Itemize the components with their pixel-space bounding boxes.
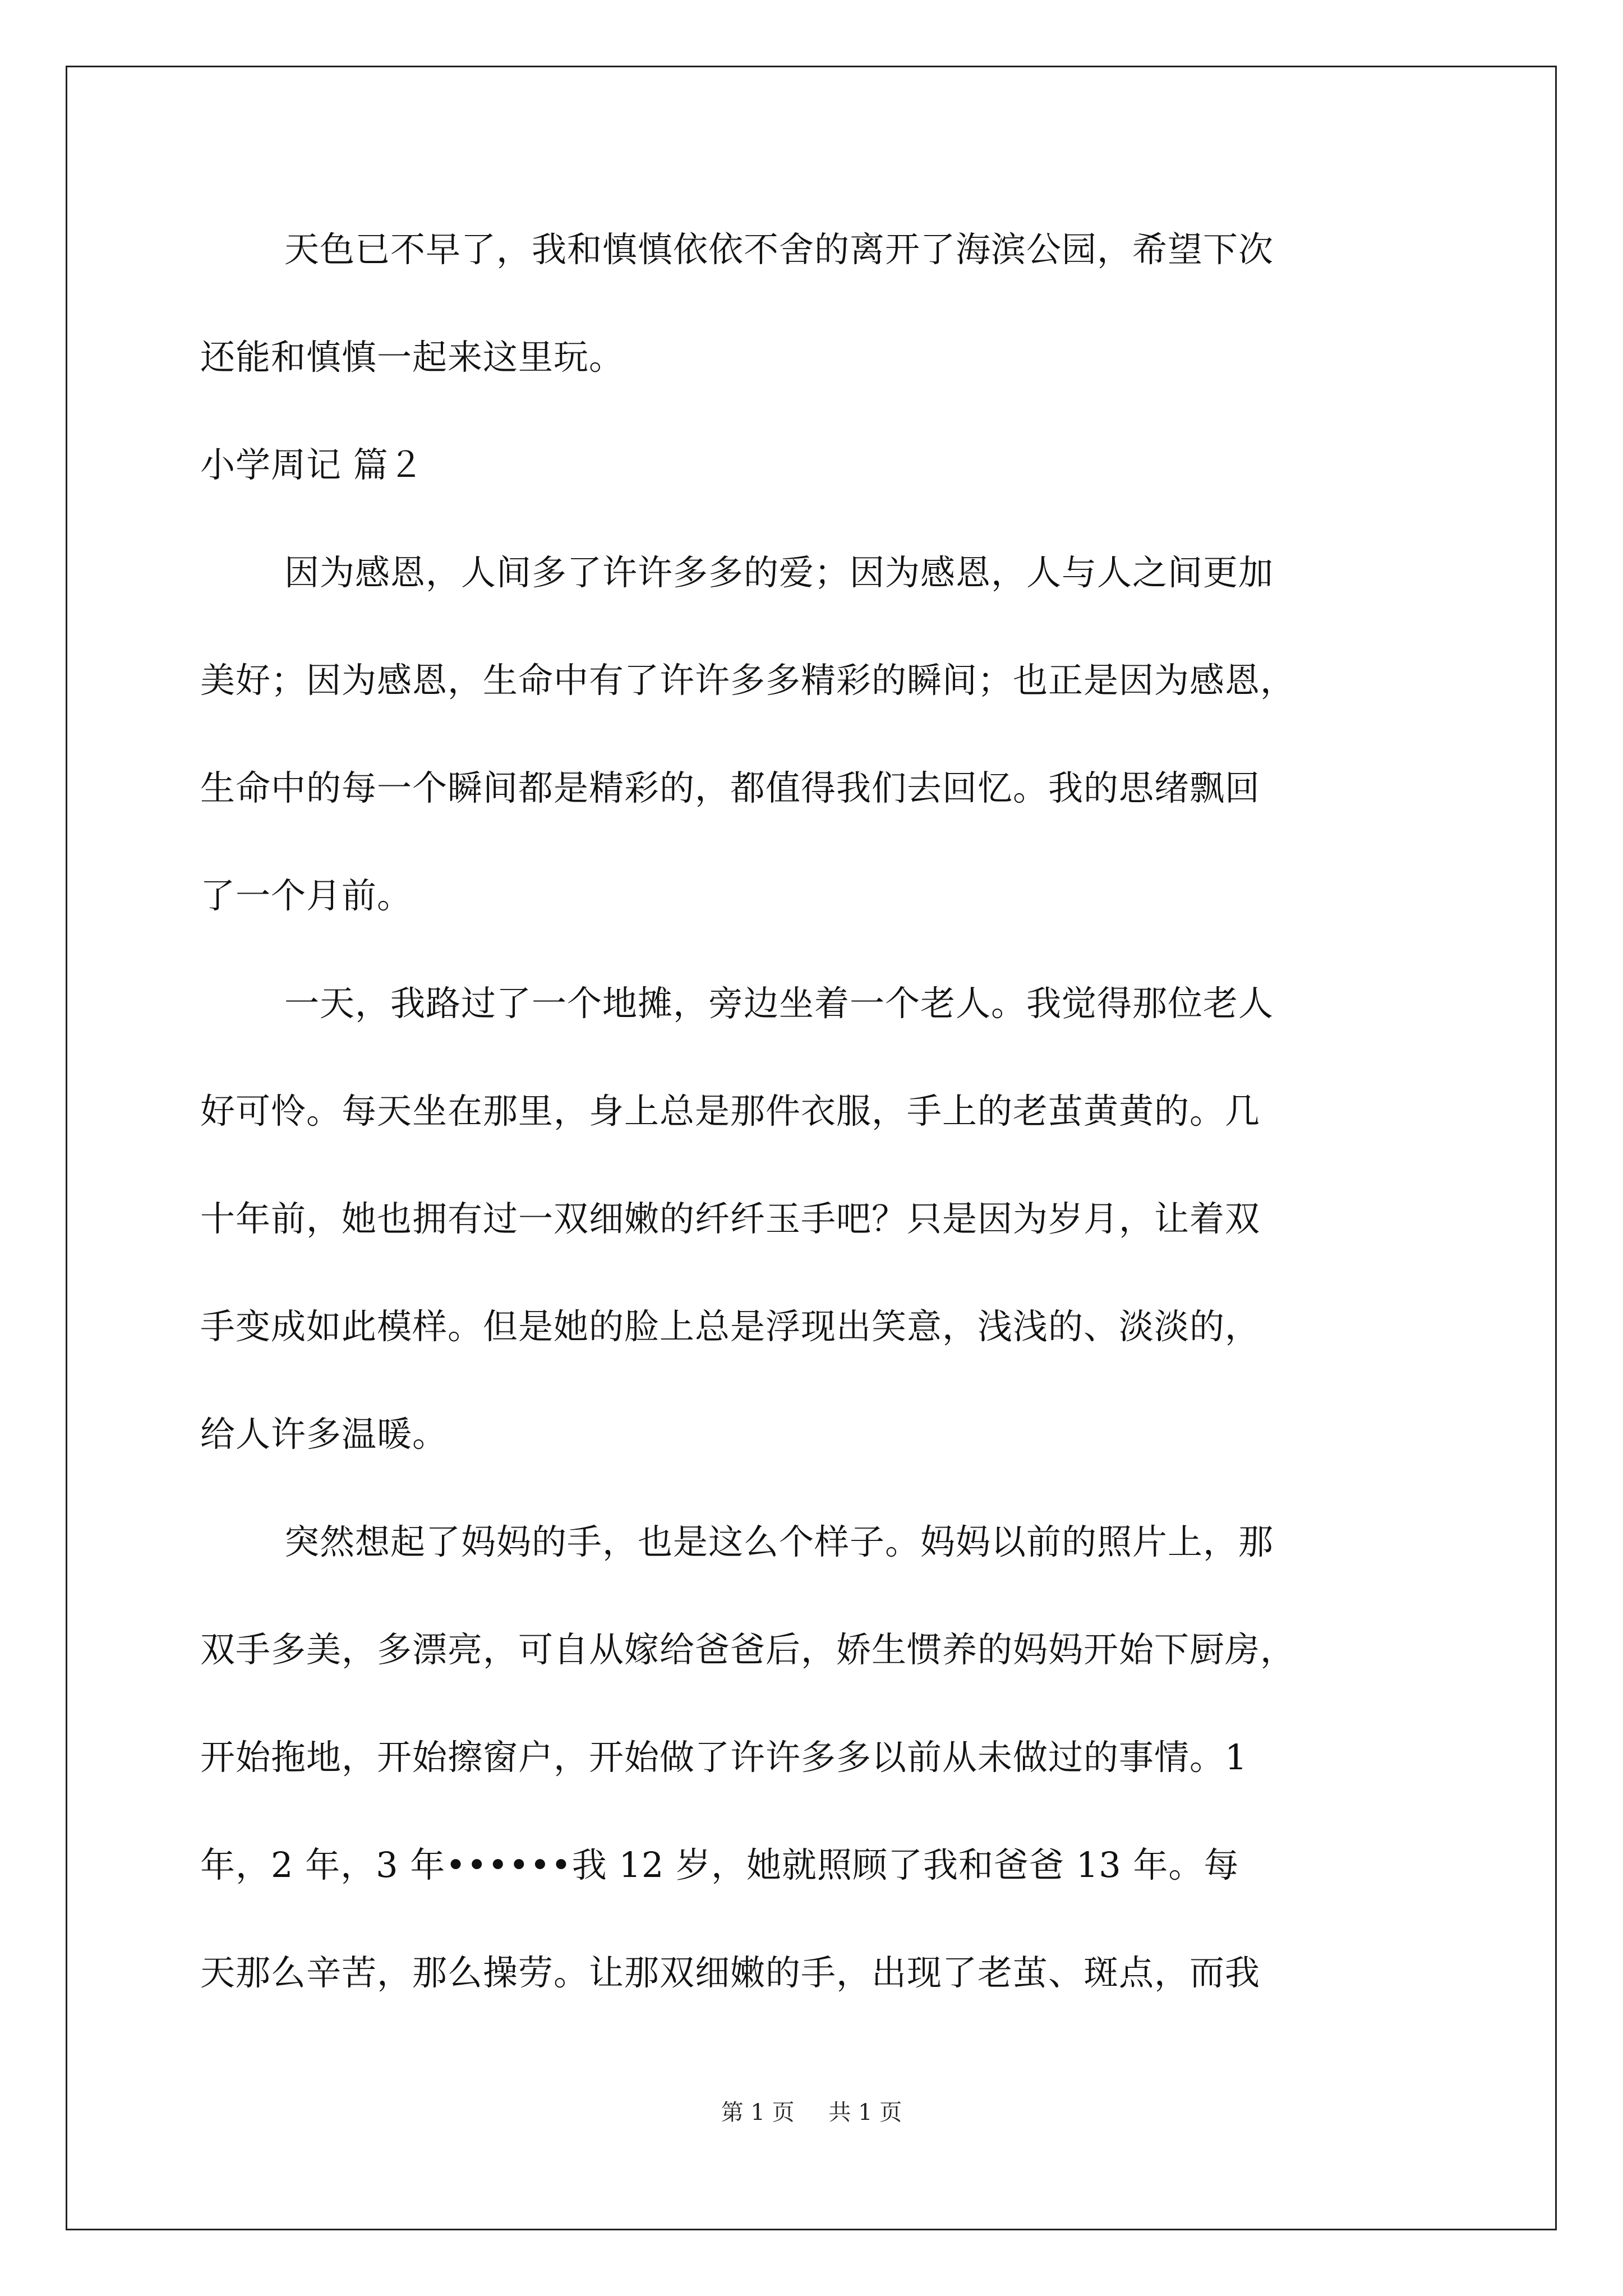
paragraph-4-line-1: 突然想起了妈妈的手，也是这么个样子。妈妈以前的照片上，那 (284, 1521, 1274, 1562)
paragraph-3-line-1: 一天，我路过了一个地摊，旁边坐着一个老人。我觉得那位老人 (284, 983, 1274, 1024)
paragraph-2-line-2: 美好；因为感恩，生命中有了许许多多精彩的瞬间；也正是因为感恩， (200, 660, 1296, 701)
paragraph-4-line-3: 开始拖地，开始擦窗户，开始做了许许多多以前从未做过的事情。1 (200, 1737, 1248, 1778)
page-number: 第 1 页 (721, 2100, 795, 2125)
paragraph-3-line-2: 好可怜。每天坐在那里，身上总是那件衣服，手上的老茧黄黄的。几 (200, 1091, 1261, 1131)
section-heading: 小学周记 篇２ (200, 444, 424, 485)
paragraph-4-line-4: 年，2 年，3 年••••••我 12 岁，她就照顾了我和爸爸 13 年。每 (200, 1844, 1239, 1885)
paragraph-3-line-3: 十年前，她也拥有过一双细嫩的纤纤玉手吧？只是因为岁月，让着双 (200, 1198, 1261, 1239)
paragraph-1-line-1: 天色已不早了，我和慎慎依依不舍的离开了海滨公园，希望下次 (284, 229, 1274, 270)
paragraph-1-line-2: 还能和慎慎一起来这里玩。 (200, 337, 625, 378)
paragraph-3-line-5: 给人许多温暖。 (200, 1414, 448, 1455)
paragraph-4-line-5: 天那么辛苦，那么操劳。让那双细嫩的手，出现了老茧、斑点，而我 (200, 1952, 1261, 1993)
page-total: 共 1 页 (828, 2100, 902, 2125)
paragraph-2-line-1: 因为感恩，人间多了许许多多的爱；因为感恩，人与人之间更加 (284, 552, 1274, 593)
paragraph-2-line-4: 了一个月前。 (200, 875, 413, 916)
paragraph-4-line-2: 双手多美，多漂亮，可自从嫁给爸爸后，娇生惯养的妈妈开始下厨房， (200, 1629, 1296, 1670)
page-footer (0, 2095, 1623, 2127)
paragraph-3-line-4: 手变成如此模样。但是她的脸上总是浮现出笑意，浅浅的、淡淡的， (200, 1306, 1261, 1347)
paragraph-2-line-3: 生命中的每一个瞬间都是精彩的，都值得我们去回忆。我的思绪飘回 (200, 767, 1261, 808)
